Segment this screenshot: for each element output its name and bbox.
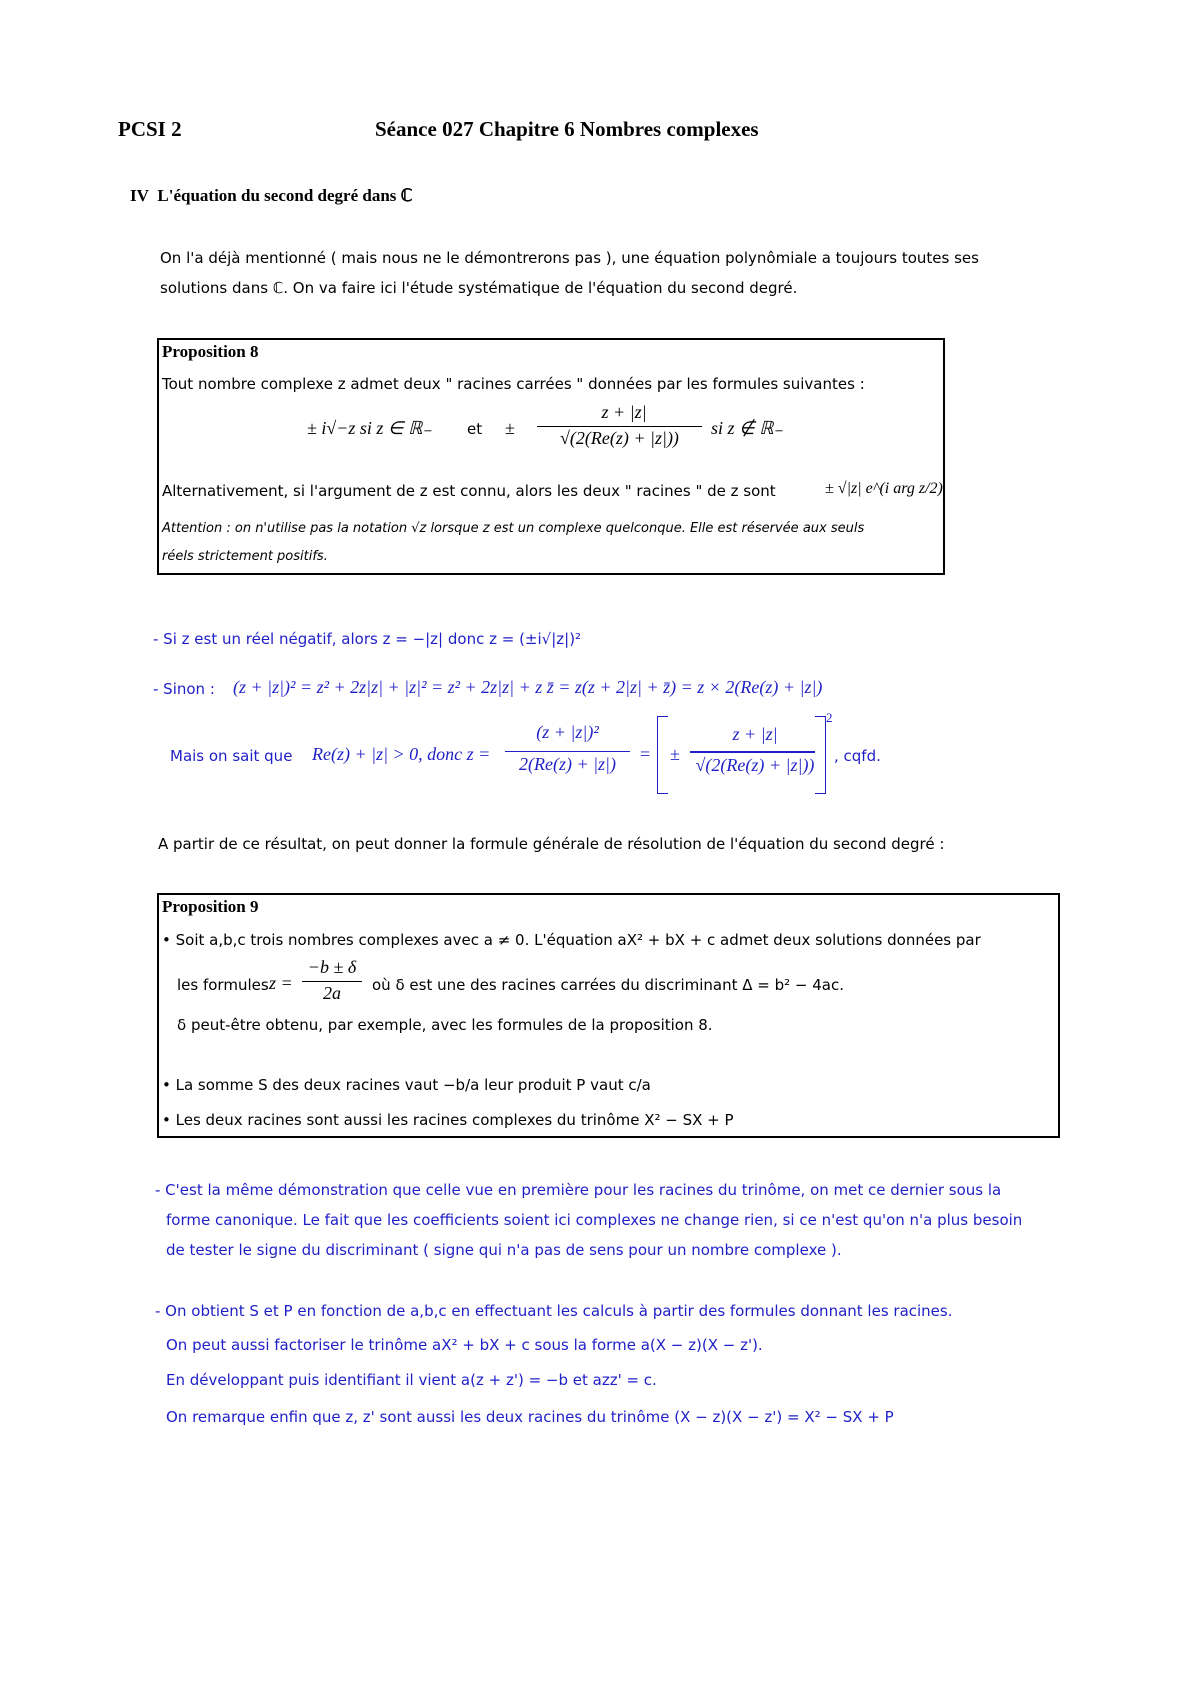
section-title: L'équation du second degré dans ℂ [157,186,413,205]
transition-text: A partir de ce résultat, on peut donner la formule générale de résolution de l'équation du second degré : [158,835,945,853]
proposition-9-bullet-3: • Les deux racines sont aussi les racines complexes du trinôme X² − SX + P [162,1111,734,1129]
intro-line-1: On l'a déjà mentionné ( mais nous ne le démontrerons pas ), une équation polynômiale a toujours toutes ses [160,249,979,267]
root-formula-numerator: −b ± δ [307,957,357,977]
proof-9-p2-line-3: En développant puis identifiant il vient a(z + z') = −b et azz' = c. [166,1371,657,1389]
attention-note-line-1: Attention : on n'utilise pas la notation √z lorsque z est un complexe quelconque. Elle est réservée aux seuls [162,521,865,536]
root-formula-bar [302,981,362,982]
root-formula-denominator: 2a [323,983,341,1003]
proof-9-p2-line-2: On peut aussi factoriser le trinôme aX² + bX + c sous la forme a(X − z)(X − z'). [166,1336,763,1354]
formula-2-condition: si z ∉ ℝ₋ [711,418,783,438]
proof-9-p1-line-1: - C'est la même démonstration que celle vue en première pour les racines du trinôme, on met ce dernier sous la [155,1181,1002,1199]
course-label: PCSI 2 [118,117,182,141]
intro-line-2: solutions dans ℂ. On va faire ici l'étude systématique de l'équation du second degré. [160,279,798,297]
formula-connector: et [467,420,483,438]
attention-note-line-2: réels strictement positifs. [162,549,328,564]
left-bracket [657,716,668,794]
formula-polar-roots: ± √|z| e^(i arg z/2) [825,480,943,497]
z-equals: z = [269,973,293,993]
pm-sign-proof: ± [670,744,680,764]
proof-9-p2-line-1: - On obtient S et P en fonction de a,b,c en effectuant les calculs à partir des formules donnant les racines. [155,1302,953,1320]
pm-sign: ± [505,418,515,438]
proof-8-frac-numerator: (z + |z|)² [536,722,599,742]
proof-8-end: , cqfd. [834,747,881,765]
section-number: IV [130,186,149,205]
discriminant-text: où δ est une des racines carrées du discriminant Δ = b² − 4ac. [372,976,845,994]
proof-9-p1-line-2: forme canonique. Le fait que les coefficients soient ici complexes ne change rien, si ce n'est qu'on n'a plus besoin [166,1211,1023,1229]
equals-sign: = [640,744,651,764]
proposition-8-box [157,338,945,575]
proof-8-case-other-label: - Sinon : [153,680,215,698]
proof-8-bracket-denominator: √(2(Re(z) + |z|)) [695,755,815,775]
page-title: Séance 027 Chapitre 6 Nombres complexes [375,117,759,141]
proof-8-frac-denominator: 2(Re(z) + |z|) [518,754,616,774]
proposition-8-statement: Tout nombre complexe z admet deux " racines carrées " données par les formules suivantes : [162,375,865,393]
proposition-9-title: Proposition 9 [162,897,259,916]
proposition-9-formulas-label: les formules [177,976,269,994]
proof-9-p1-line-3: de tester le signe du discriminant ( signe qui n'a pas de sens pour un nombre complexe ). [166,1241,842,1259]
proof-8-case-negative: - Si z est un réel négatif, alors z = −|z| donc z = (±i√|z|)² [153,630,582,648]
formula-2-denominator: √(2(Re(z) + |z|)) [560,428,679,448]
proof-8-condition: Re(z) + |z| > 0, donc z = [312,744,491,764]
delta-note: δ peut-être obtenu, par exemple, avec les formules de la proposition 8. [177,1016,713,1034]
formula-negative-real: ± i√−z si z ∈ ℝ₋ [307,418,432,438]
proposition-9-box [157,893,1060,1138]
bracket-exponent: 2 [826,710,833,725]
proof-8-bracket-numerator: z + |z| [732,724,778,744]
proposition-8-title: Proposition 8 [162,342,259,361]
proof-8-frac-bar [505,751,630,752]
proof-9-p2-line-4: On remarque enfin que z, z' sont aussi les deux racines du trinôme (X − z)(X − z') = X² − SX + P [166,1408,894,1426]
formula-2-numerator: z + |z| [601,402,647,422]
proposition-9-bullet-1: • Soit a,b,c trois nombres complexes avec a ≠ 0. L'équation aX² + bX + c admet deux solutions données par [162,931,981,949]
section-heading [130,186,413,206]
fraction-bar [537,426,702,427]
right-bracket [815,716,826,794]
proof-8-bracket-bar [690,751,815,753]
proposition-8-alternative: Alternativement, si l'argument de z est connu, alors les deux " racines " de z sont [162,482,776,500]
proposition-9-bullet-2: • La somme S des deux racines vaut −b/a leur produit P vaut c/a [162,1076,651,1094]
proof-8-expansion: (z + |z|)² = z² + 2z|z| + |z|² = z² + 2z|z| + z z̄ = z(z + 2|z| + z̄) = z × 2(Re(z) + |z|) [233,677,823,697]
proof-8-conclusion-label: Mais on sait que [170,747,293,765]
